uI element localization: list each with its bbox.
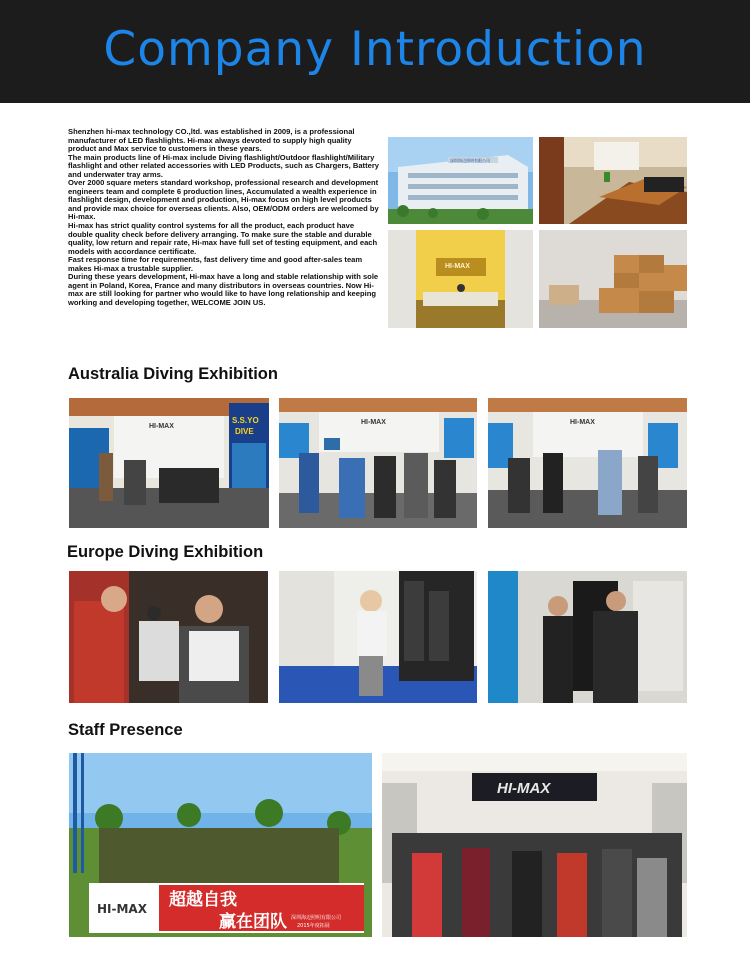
banner-year: 2015年度拓展 [297,923,330,929]
intro-paragraph: Shenzhen hi-max technology CO.,ltd. was established in 2009, is a professional manufacturer of LED flashlights. Hi-max always devoted to supply high quality product and Max service to customers in these years. [68,127,355,154]
showroom-sign-text: HI-MAX [497,780,551,797]
intro-paragraph: Hi-max has strict quality control systems for all the product, each product have double quality check before delivery arranging. To make sure the stable and durable quality, low return and repair rate, Hi-max have full set of testing equipment, and each models with accordance certificate. [68,221,378,256]
page-title: Company Introduction [103,22,647,77]
factory-building-photo [388,137,533,224]
europe-exhibition-photo-3 [488,571,687,703]
team-building-photo [69,753,372,937]
australia-section-title: Australia Diving Exhibition [68,365,278,383]
header-bar [0,0,750,103]
staff-section-title: Staff Presence [68,721,183,739]
intro-paragraph: Fast response time for requirements, fast delivery time and good after-sales team makes Hi-max a trustable supplier. [68,255,363,273]
europe-exhibition-photo-1 [69,571,268,703]
banner-slogan: 超越自我 [169,890,237,910]
australia-exhibition-photo-2 [279,398,477,528]
booth-sign-text: HI-MAX [149,423,174,430]
australia-exhibition-photo-3 [488,398,687,528]
meeting-room-photo [539,137,687,224]
banner-slogan: 赢在团队 [219,912,287,932]
europe-section-title: Europe Diving Exhibition [67,543,264,561]
reception-sign-text: HI-MAX [445,263,470,270]
poster-text: S.S.YO [232,416,259,425]
warehouse-photo [539,230,687,328]
building-sign-text: 深圳海迈照明有限公司 [450,158,490,163]
booth-sign-text: HI-MAX [361,419,386,426]
intro-paragraph: Over 2000 square meters standard workshop, professional research and development engineers team and complete 6 production lines, Accumulated a wealth experience in flashlight design, development and production, Hi-max focus on high level products and provide max choice for overseas clients. Also, OEM/ODM orders are welcomed by Hi-max. [68,178,379,222]
reception-photo [388,230,533,328]
poster-text: DIVE [235,427,254,436]
intro-text [68,128,380,307]
europe-exhibition-photo-2 [279,571,477,703]
banner-logo: HI-MAX [97,902,147,916]
banner-company: 深圳海迈照明有限公司 [291,915,342,921]
booth-sign-text: HI-MAX [570,419,595,426]
intro-paragraph: The main products line of Hi-max include Diving flashlight/Outdoor flashlight/Military flashlight and other related accessories with LED Products, such as Chargers, Battery and underwater tray arms. [68,152,380,179]
australia-exhibition-photo-1 [69,398,269,528]
showroom-team-photo [382,753,687,937]
intro-paragraph: During these years development, Hi-max have a long and stable relationship with sole agent in Poland, Korea, France and many distributors in overseas countries. Now Hi-max are still looking for partner who would like to have long relationship and keeping working and developing together, WELCOME JOIN US. [68,272,379,307]
